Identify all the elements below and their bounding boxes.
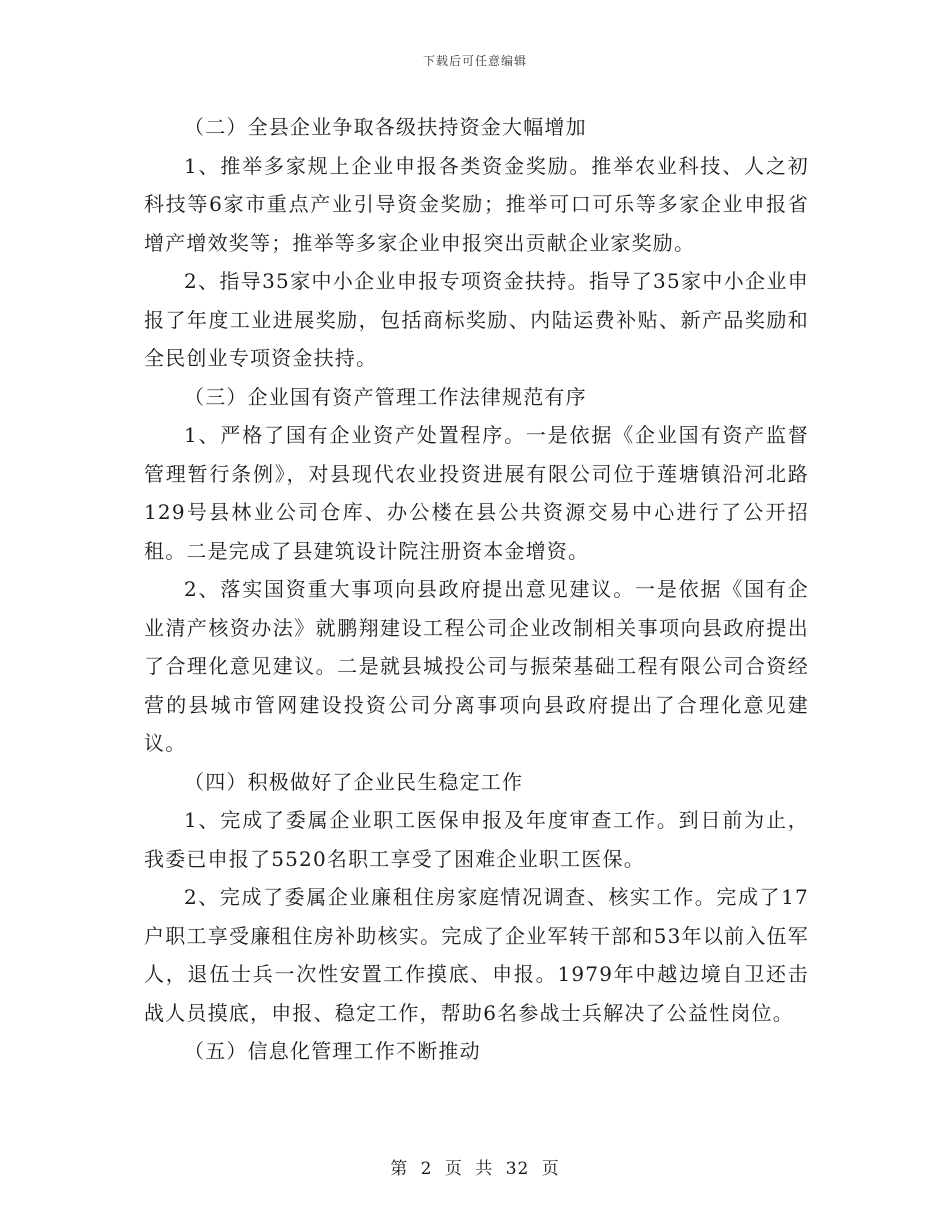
body-paragraph: 2、指导35家中小企业申报专项资金扶持。指导了35家中小企业申报了年度工业进展奖励，包括商标奖励、内陆运费补贴、新产品奖励和全民创业专项资金扶持。 bbox=[144, 269, 809, 370]
body-paragraph: 1、完成了委属企业职工医保申报及年度审查工作。到日前为止，我委已申报了5520名职工享受了困难企业职工医保。 bbox=[144, 808, 809, 871]
body-paragraph: 1、严格了国有企业资产处置程序。一是依据《企业国有资产监督管理暂行条例》，对县现代农业投资进展有限公司位于莲塘镇沿河北路129号县林业公司仓库、办公楼在县公共资源交易中心进行了公开招租。二是完成了县建筑设计院注册资本金增资。 bbox=[144, 423, 809, 563]
section-heading-4: （四）积极做好了企业民生稳定工作 bbox=[184, 769, 524, 794]
body-paragraph: 1、推举多家规上企业申报各类资金奖励。推举农业科技、人之初科技等6家市重点产业引导资金奖励；推举可口可乐等多家企业申报省增产增效奖等；推举等多家企业申报突出贡献企业家奖励。 bbox=[144, 153, 809, 255]
body-paragraph: 2、落实国资重大事项向县政府提出意见建议。一是依据《国有企业清产核资办法》就鹏翔建设工程公司企业改制相关事项向县政府提出了合理化意见建议。二是就县城投公司与振荣基础工程有限公司合资经营的县城市管网建设投资公司分离事项向县政府提出了合理化意见建议。 bbox=[144, 577, 809, 755]
section-heading-2: （二）全县企业争取各级扶持资金大幅增加 bbox=[184, 115, 587, 139]
body-paragraph: 2、完成了委属企业廉租住房家庭情况调查、核实工作。完成了17户职工享受廉租住房补助核实。完成了企业军转干部和53年以前入伍军人，退伍士兵一次性安置工作摸底、申报。1979年中越边境自卫还击战人员摸底，申报、稳定工作，帮助6名参战士兵解决了公益性岗位。 bbox=[144, 885, 809, 1025]
section-heading-5: （五）信息化管理工作不断推动 bbox=[184, 1039, 481, 1063]
page-number-footer: 第 2 页 共 32 页 bbox=[390, 1159, 560, 1179]
section-heading-3: （三）企业国有资产管理工作法律规范有序 bbox=[184, 384, 587, 409]
document-body bbox=[144, 108, 809, 1071]
page-header-note: 下载后可任意编辑 bbox=[422, 54, 527, 68]
